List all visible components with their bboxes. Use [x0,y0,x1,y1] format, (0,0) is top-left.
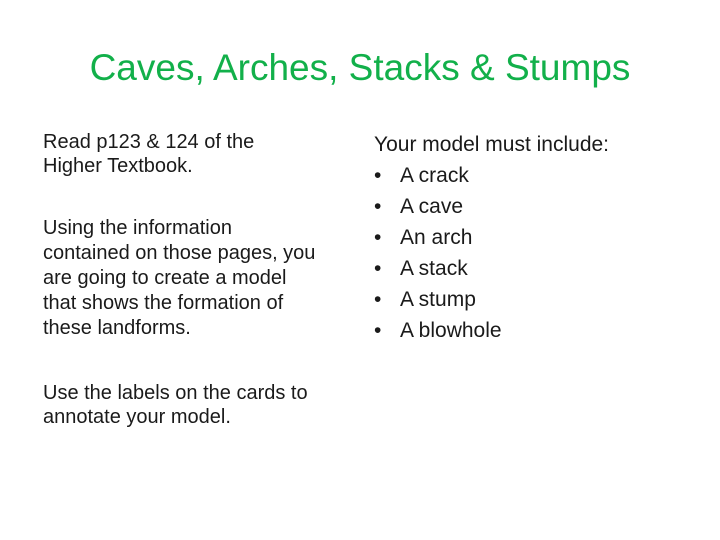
list-item [374,191,694,222]
instruction-annotate: Use the labels on the cards to annotate your model. [43,382,308,428]
list-item [374,222,694,253]
bullet-icon: • [374,164,382,187]
list-item [374,284,694,315]
list-item [374,253,694,284]
requirements-intro: Your model must include: [374,133,610,156]
bullet-icon: • [374,226,382,249]
list-item-label: A stump [400,288,476,311]
right-column [374,129,694,346]
list-item-label: A stack [400,257,468,280]
bullet-icon: • [374,288,382,311]
list-item-label: A blowhole [400,319,502,342]
bullet-icon: • [374,319,382,342]
instruction-create-model: Using the information contained on those pages, you are going to create a model that shows the formation of these landforms. [43,217,316,339]
requirements-list [374,160,694,346]
list-item-label: A cave [400,195,464,218]
left-column [43,130,333,467]
slide-title: Caves, Arches, Stacks & Stumps [89,47,631,88]
list-item [374,160,694,191]
bullet-icon: • [374,257,382,280]
bullet-icon: • [374,195,382,218]
list-item-label: A crack [400,164,469,187]
list-item [374,315,694,346]
list-item-label: An arch [400,226,473,249]
instruction-read: Read p123 & 124 of the Higher Textbook. [43,131,255,177]
